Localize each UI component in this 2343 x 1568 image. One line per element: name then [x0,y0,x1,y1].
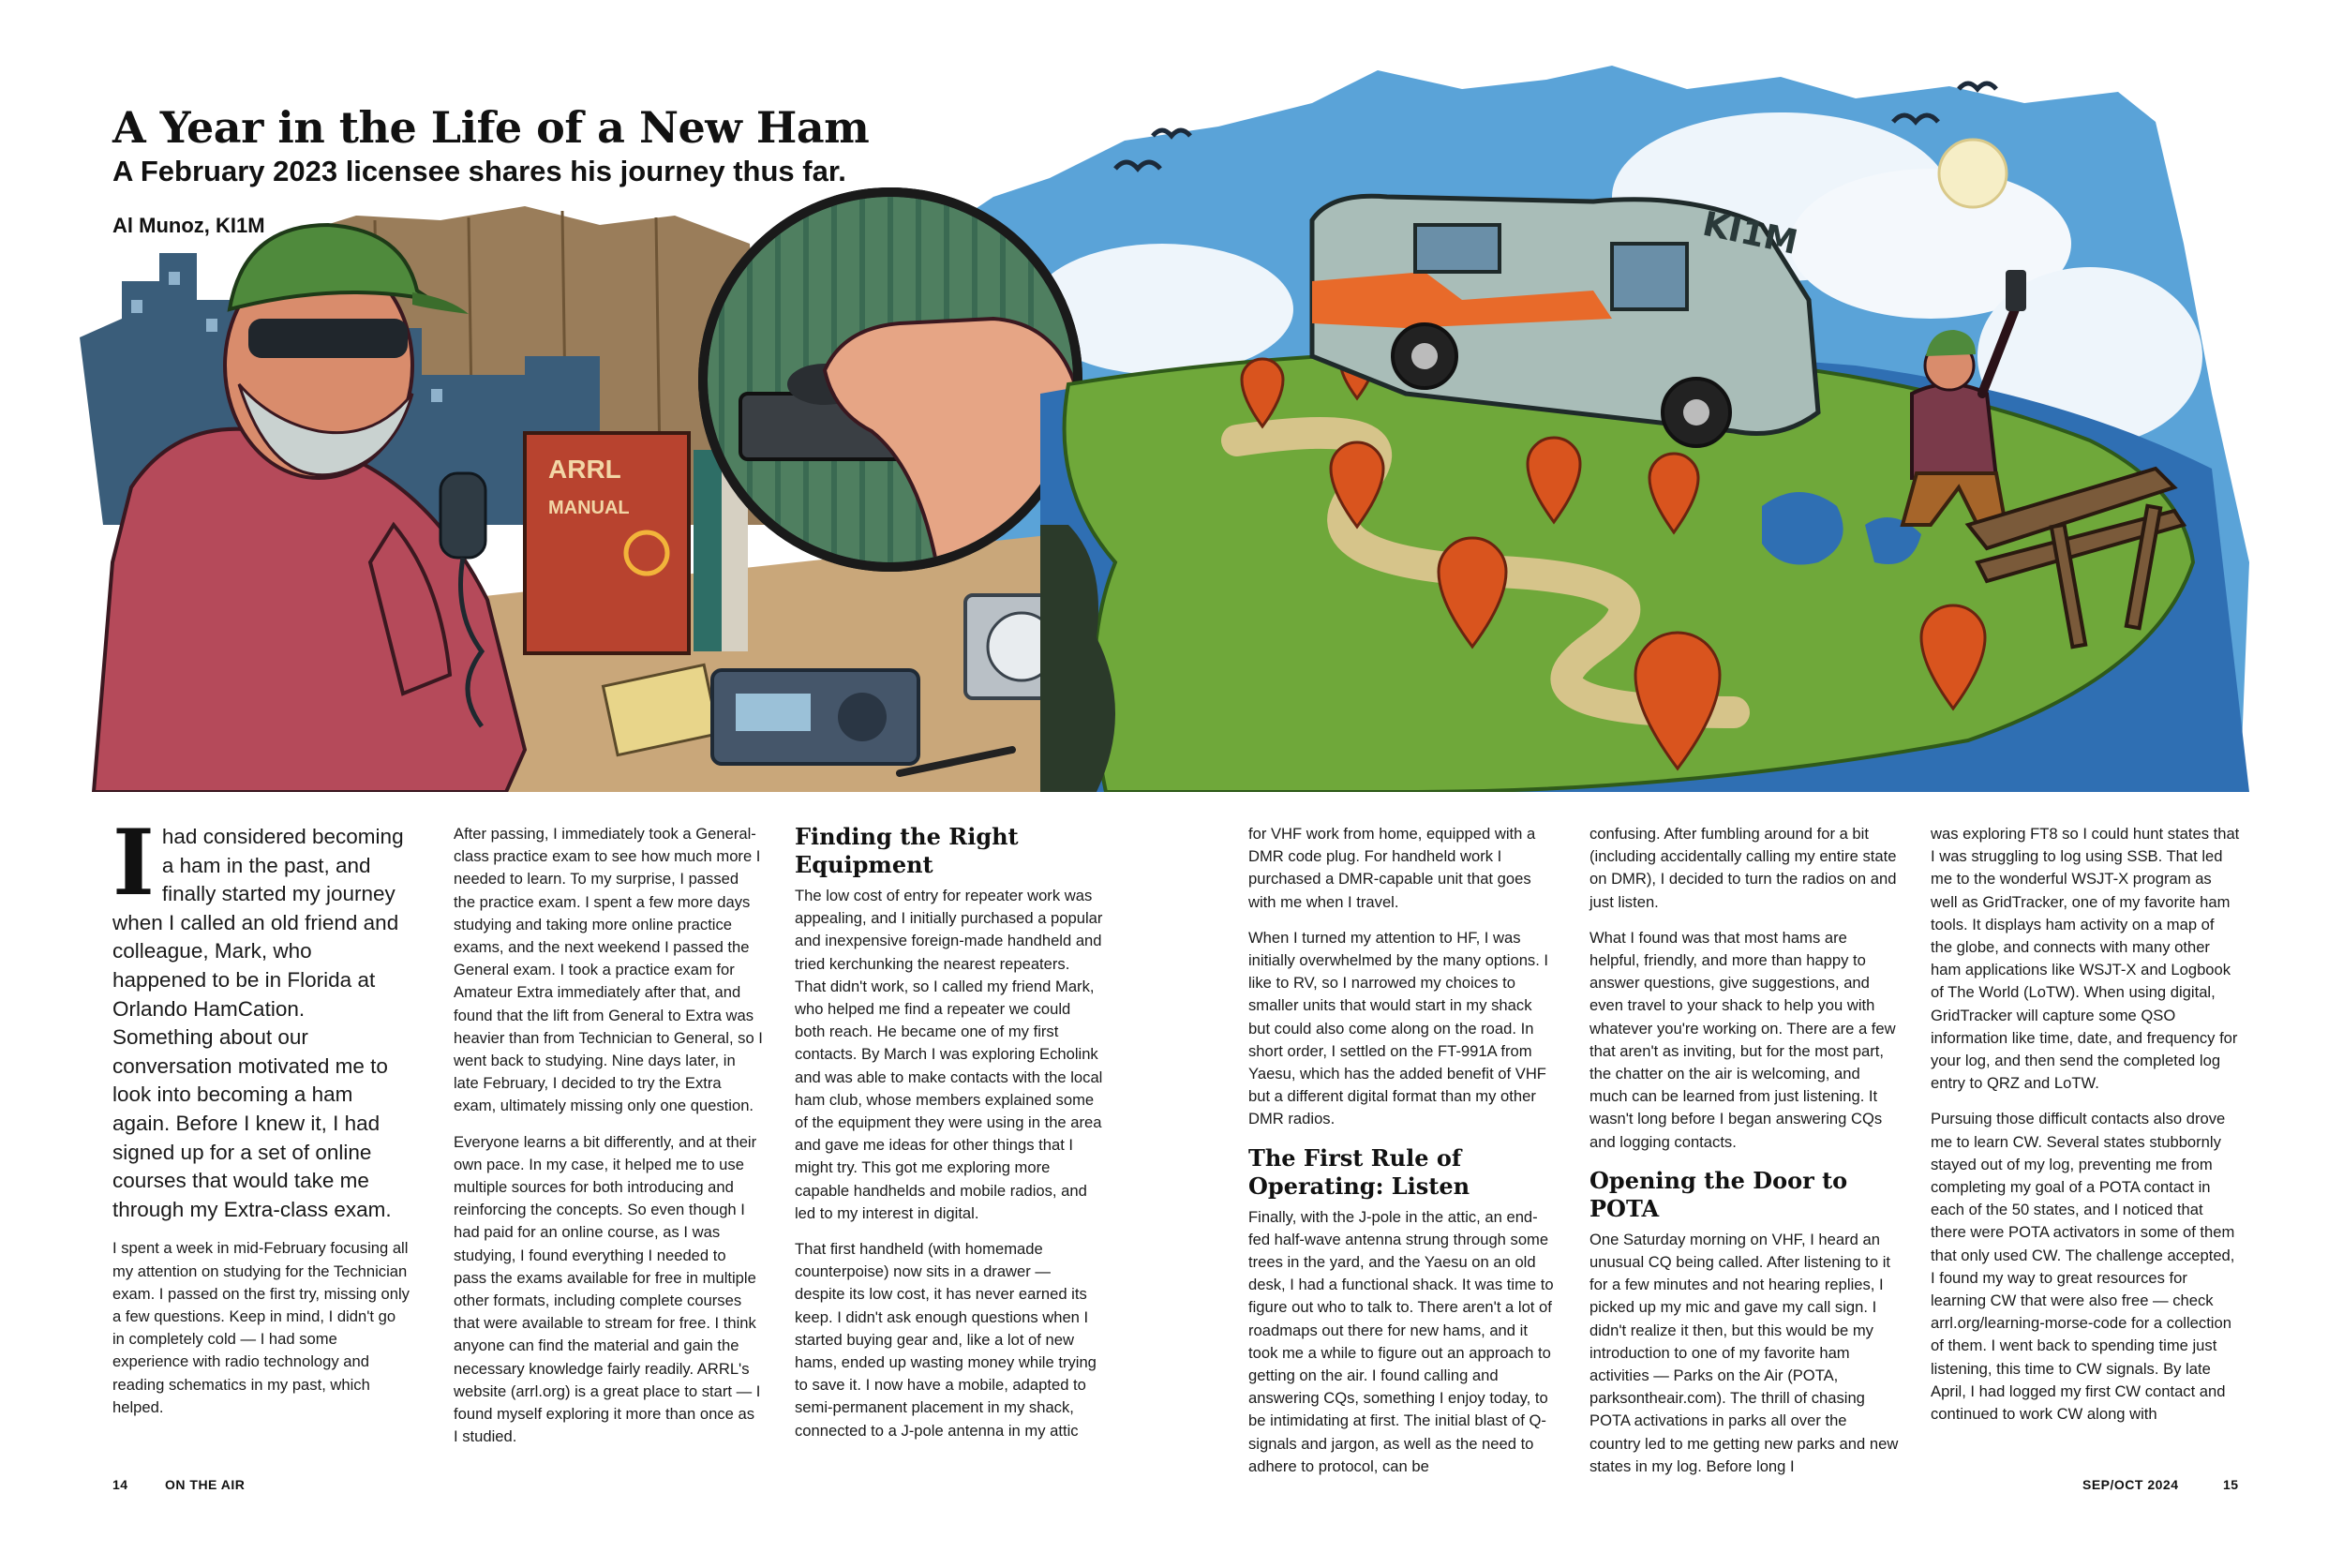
page-number-left: 14 [112,1477,128,1492]
drop-cap: I [112,810,155,916]
byline: Al Munoz, KI1M [112,214,265,238]
paragraph: for VHF work from home, equipped with a DMR code plug. For handheld work I purchased a DMR-capable unit that goes with me when I travel. [1248,825,1536,911]
paragraph: Finally, with the J-pole in the attic, an end-fed half-wave antenna strung through some trees in the yard, and the Yaesu on an old desk, I had a functional shack. It was time to figure out who to talk to. There aren't a lot of roadmaps out there for new hams, and it took me a while to figure out an approach to getting on the air. I found calling and answering CQs, something I enjoy today, to be intimidating at first. The initial blast of Q-signals and jargon, as well as the need to adhere to protocol, can be [1248,1207,1554,1475]
article-header [112,102,1050,238]
sun [1939,140,2007,207]
section-heading: Opening the Door to POTA [1589,1166,1848,1222]
paragraph: The low cost of entry for repeater work was appealing, and I initially purchased a popular and inexpensive foreign-made handheld and tried kerchunking the nearest repeaters. That didn't work, so I called my friend Mark, who helped me find a repeater we could both reach. He became one of my first contacts. By March I was exploring Echolink and was able to make contacts with the local ham club, whose members explained some of the equipment they were using in the area and gave me ideas for other things that I might try. This got me exploring more capable handhelds and mobile radios, and led to my interest in digital. [795,887,1103,1222]
rv-callsign: KI1M [1699,204,1801,263]
text-column-6 [1931,823,2240,1439]
manual-label-2: MANUAL [548,498,630,518]
paragraph: After passing, I immediately took a General-class practice exam to see how much more I needed to learn. To my surprise, I passed the practice exam. I spent a few more days studying and taking more online practice exams, and the next weekend I passed the General exam. I took a practice exam for Amateur Extra immediately after that, and found that the lift from General to Extra was heavier than from Technician to General, so I went back to studying. Nine days later, in late February, I decided to try the Extra exam, ultimately missing only one question. [454,825,763,1115]
article-subtitle: A February 2023 licensee shares his journey thus far. [112,155,846,188]
paragraph: Pursuing those difficult contacts also drove me to learn CW. Several states stubbornly stayed out of my log, preventing me from completing my goal of a POTA contact in each of the 50 states, and I noticed that there were POTA activators in some of them that only used CW. The challenge accepted, I found my way to great resources for learning CW that were also free — check arrl.org/learning-morse-code for a collection of them. I went back to spending time just listening, this time to CW signals. By late April, I had logged my first CW contact and continued to work CW along with [1931,1110,2235,1424]
handheld-mic [440,473,485,558]
section-heading: The First Rule of Operating: Listen [1248,1143,1470,1200]
text-column-1 [112,810,410,1432]
sunglasses [248,319,408,358]
manual-label-1: ARRL [548,455,621,484]
paragraph: Everyone learns a bit differently, and at their own pace. In my case, it helped me to use multiple sources for both introducing and reinforcing the concepts. So even though I had paid for an online course, as I was studying, I found everything I needed to pass the exams available for free in multiple other formats, including complete courses that were available to stream for free. I think anyone can find the material and gain the necessary knowledge fairly readily. ARRL's website (arrl.org) is a great place to start — I found myself exploring it more than once as I studied. [454,1132,761,1446]
paragraph: confusing. After fumbling around for a bit (including accidentally calling my entire state on DMR), I decided to turn the radios on and just listen. [1589,825,1897,911]
text-column-4 [1248,823,1558,1491]
text-column-5 [1589,823,1899,1491]
paragraph: That first handheld (with homemade counterpoise) now sits in a drawer — despite its low cost, it has never earned its keep. I didn't ask enough questions when I started buying gear and, like a lot of new hams, ended up wasting money while trying to save it. I now have a mobile, adapted to semi-permanent placement in my shack, connected to a J-pole antenna in my attic [795,1240,1097,1440]
issue-date: SEP/OCT 2024 [2082,1477,2179,1492]
bird-icon [1959,83,1996,89]
article-title: A Year in the Life of a New Ham [112,102,870,153]
section-heading: Finding the Right Equipment [795,823,1019,878]
paragraph: I spent a week in mid-February focusing all my attention on studying for the Technician exam. I passed on the first try, missing only a few questions. Keep in mind, I didn't go in completely cold — I had some experience with radio technology and reading schematics in my past, which helped. [112,1239,410,1416]
text-column-2 [454,823,763,1461]
page-number-right: 15 [2223,1477,2239,1492]
handheld-radio [2006,270,2026,311]
paragraph: was exploring FT8 so I could hunt states that I was struggling to log using SSB. That led me to the wonderful WSJT-X program as well as GridTracker, one of my favorite ham tools. It displays ham activity on a map of the globe, and connects with many other ham applications like WSJT-X and Logbook of The World (LoTW). When using digital, GridTracker will capture some QSO information like time, date, and frequency for your log, and then send the completed log entry to QRZ and LoTW. [1931,825,2240,1093]
paragraph: What I found was that most hams are helpful, friendly, and more than happy to answer questions, give suggestions, and even travel to your shack to help you with whatever you're working on. There are a few that aren't as inviting, but for the most part, the chatter on the air is welcoming, and much can be learned from just listening. It wasn't long before I began answering CQs and logging contacts. [1589,928,1896,1151]
section-name: ON THE AIR [165,1477,246,1492]
paragraph: One Saturday morning on VHF, I heard an unusual CQ being called. After listening to it for a few minutes and not hearing replies, I picked up my mic and gave my call sign. I didn't realize it then, but this would be my introduction to one of my favorite ham activities — Parks on the Air (POTA, parksontheair.com). The thrill of chasing POTA activations in parks all over the country led to me getting new parks and new states in my log. Before long I [1589,1230,1899,1475]
lead-text: had considered becoming a ham in the past, and finally started my journey when I called an old friend and colleague, Mark, who happened to be in Florida at Orlando HamCation. Something about our conversation motivated me to look into becoming a ham again. Before I knew it, I had signed up for a set of online courses that would take me through my Extra-class exam. [112,825,404,1221]
paragraph: When I turned my attention to HF, I was initially overwhelmed by the many options. I like to RV, so I narrowed my choices to smaller units that would start in my shack but could also come along on the road. In short order, I settled on the FT-991A from Yaesu, which has the added benefit of VHF but a different digital format than my other DMR radios. [1248,928,1549,1128]
lead-paragraph [112,810,410,1224]
text-column-3 [795,823,1104,1456]
